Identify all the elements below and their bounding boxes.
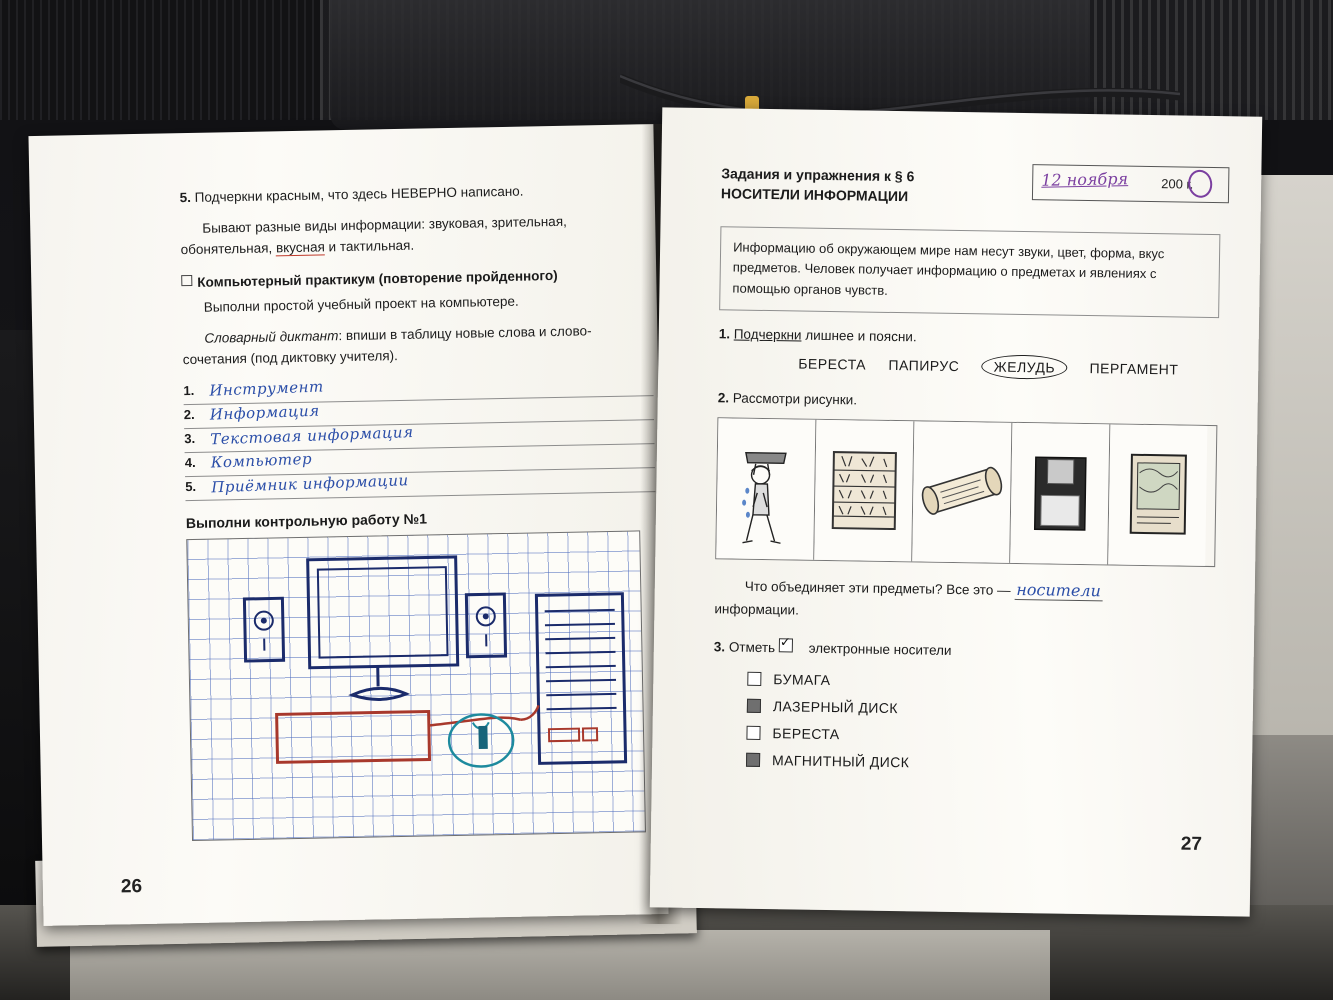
task1 xyxy=(718,326,1219,382)
dictation-table xyxy=(183,372,655,501)
task5-sentence-part1: Бывают разные виды информации: звуковая, зрительная, xyxy=(202,213,567,236)
page-right xyxy=(650,107,1262,916)
info-box: Информацию об окружающем мире нам несут звуки, цвет, форма, вкус предметов. Человек получает информацию о предметах и явлениях с помощью органов чувств. xyxy=(719,226,1220,318)
task2-question xyxy=(714,571,1215,629)
computer-icon xyxy=(181,275,192,286)
task5-sentence-part2a: обонятельная, xyxy=(180,240,273,258)
floppy-disk-icon xyxy=(1010,423,1109,565)
picture-cell[interactable] xyxy=(814,420,914,562)
practicum-title: Компьютерный практикум (повторение пройденного) xyxy=(197,267,558,290)
open-workbook xyxy=(28,112,1243,952)
task5-number: 5. xyxy=(179,189,192,206)
cave-man-stone-icon xyxy=(716,418,815,560)
task2-picture-row xyxy=(715,417,1217,567)
task1-word-2-circled[interactable]: ЖЕЛУДЬ xyxy=(982,354,1068,379)
task2-answer-handwritten: носители xyxy=(1014,580,1103,601)
task1-word-1[interactable]: ПАПИРУС xyxy=(888,356,960,375)
task5-underlined-word: вкусная xyxy=(275,239,325,256)
book-icon xyxy=(1108,424,1207,566)
heading-line2: НОСИТЕЛИ ИНФОРМАЦИИ xyxy=(720,185,909,205)
date-field[interactable] xyxy=(1032,164,1230,203)
page-number-right: 27 xyxy=(1180,833,1203,855)
task3-prompt-after: электронные носители xyxy=(808,640,952,659)
dictation-text-2: Информация xyxy=(209,401,320,424)
task3-option-1: ЛАЗЕРНЫЙ ДИСК xyxy=(772,697,899,716)
dictation-text-4: Компьютер xyxy=(210,449,313,472)
task2-question-text: Что объединяет эти предметы? Все это — xyxy=(744,578,1011,598)
dictation-text-5: Приёмник информации xyxy=(210,470,409,496)
clay-tablet-icon xyxy=(814,420,913,562)
background-vent-left xyxy=(0,0,330,120)
dictation-text-3: Текстовая информация xyxy=(210,422,414,448)
dictation-num-1: 1. xyxy=(183,382,195,398)
task2 xyxy=(718,390,1218,413)
page-number-left: 26 xyxy=(120,876,143,898)
heading-line1: Задания и упражнения к § 6 xyxy=(721,165,915,185)
task2-prompt: Рассмотри рисунки. xyxy=(732,390,858,408)
date-year: 200 г. xyxy=(1161,176,1194,192)
page-left xyxy=(28,124,668,926)
picture-cell[interactable] xyxy=(1108,424,1207,566)
checkbox-icon[interactable] xyxy=(747,671,761,685)
task2-question-tail: информации. xyxy=(714,601,800,618)
date-circle-mark xyxy=(1186,168,1214,199)
dictation-num-2: 2. xyxy=(183,406,195,422)
dictation-text-1: Инструмент xyxy=(209,376,324,400)
task3-option-2: БЕРЕСТА xyxy=(772,724,840,742)
practicum-line1: Выполни простой учебный проект на компьютере. xyxy=(203,293,519,315)
checkbox-icon[interactable] xyxy=(746,725,760,739)
dictation-rest: : впиши в таблицу новые слова и слово- xyxy=(338,322,592,343)
task1-word-0[interactable]: БЕРЕСТА xyxy=(798,355,867,373)
control-work-title: Выполни контрольную работу №1 xyxy=(185,510,428,531)
task3-number: 3. xyxy=(713,639,726,655)
dictation-line2: сочетания (под диктовку учителя). xyxy=(182,347,398,367)
task3-options xyxy=(746,665,1214,780)
dictation-num-5: 5. xyxy=(185,478,197,494)
task3-prompt-before: Отметь xyxy=(728,639,776,656)
task3-option-0: БУМАГА xyxy=(773,670,831,688)
task3 xyxy=(712,637,1214,780)
picture-cell[interactable] xyxy=(716,418,816,560)
date-handwritten: 12 ноября xyxy=(1041,169,1129,190)
papyrus-scroll-icon xyxy=(912,421,1011,563)
computer-drawing xyxy=(187,531,645,840)
task5-prompt-text: Подчеркни красным, что здесь НЕВЕРНО написано. xyxy=(194,183,524,205)
task5-prompt xyxy=(180,179,650,209)
picture-cell[interactable] xyxy=(1010,423,1110,565)
task5-sentence xyxy=(180,210,651,261)
task1-word-3[interactable]: ПЕРГАМЕНТ xyxy=(1089,360,1179,378)
checkbox-example-icon xyxy=(779,638,793,652)
picture-cell[interactable] xyxy=(912,421,1012,563)
dictation-num-4: 4. xyxy=(184,454,196,470)
task1-number: 1. xyxy=(718,326,731,342)
dictation-num-3: 3. xyxy=(184,430,196,446)
task5-sentence-part2b: и тактильная. xyxy=(328,237,415,255)
dictation-label: Словарный диктант xyxy=(204,327,339,346)
task1-words xyxy=(798,351,1218,382)
task1-prompt-rest: лишнее и поясни. xyxy=(801,327,917,345)
checkbox-icon[interactable] xyxy=(747,698,761,712)
dictation-instruction xyxy=(182,320,653,371)
task1-prompt-underlined: Подчеркни xyxy=(733,326,802,343)
task2-number: 2. xyxy=(717,390,730,406)
practicum-title-row xyxy=(181,266,651,290)
grid-drawing-area xyxy=(186,530,646,841)
checkbox-icon[interactable] xyxy=(746,752,760,766)
task3-option-3: МАГНИТНЫЙ ДИСК xyxy=(771,751,910,770)
